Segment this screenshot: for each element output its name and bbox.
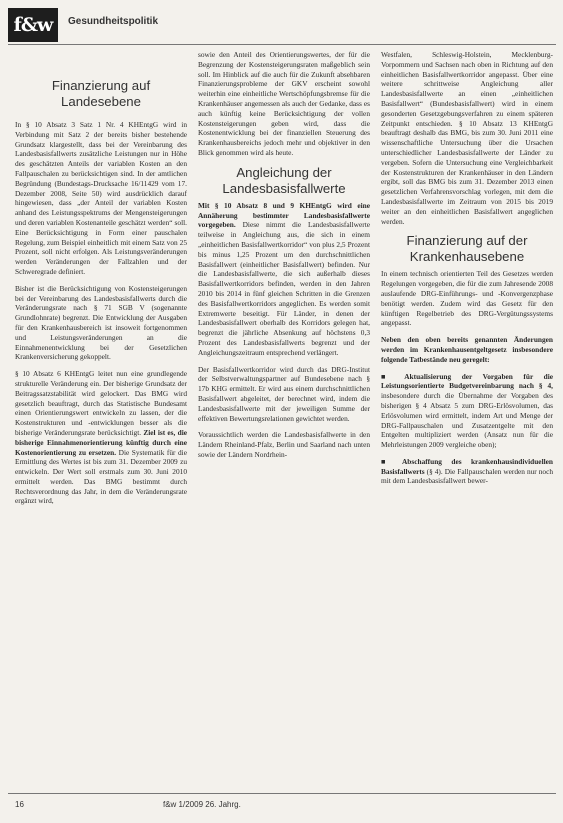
paragraph: § 10 Absatz 6 KHEntgG leitet nun eine grundlegende strukturelle Veränderung ein. Der bisherige Grundsatz der Beitragssatzstabilität wird gelockert. Das BMG wird gesetzlich beauftragt, durch das Statistische Bundesamt einen Orientierungswert entwickeln zu lassen, der die Kostenstrukturen und -entwicklungen besser als die bisherige Veränderungsrate berücksichtigt. Ziel ist es, die bisherige Einnahmenorientierung künftig durch eine Kostenorientierung zu ersetzen. Die Systematik für die Ermittlung des Wertes ist bis zum 31. Dezember 2009 zu entwickeln. Der Wert soll erstmals zum 30. Juni 2010 ermittelt werden. Das BMG bestimmt durch Rechtsverordnung das Jahr, in dem die Veränderungsrate ergänzt wird,	[15, 369, 187, 506]
heading-krankenhausebene: Finanzierung auf der Krankenhausebene	[406, 233, 528, 265]
paragraph: In einem technisch orientierten Teil des Gesetzes werden Regelungen vorgegeben, die für die zum Jahresende 2008 auslaufende DRG-Einführungs- und -Konvergenzphase benötigt werden. Zudem wird das Gesetz für den künftigen Regelbetrieb des DRG-Vergütungssystems angepasst.	[381, 269, 553, 328]
list-item: ■ Aktualisierung der Vorgaben für die Leistungsorientierte Budgetvereinbarung nach § 4, insbesondere durch die Übernahme der Vorgaben des bisherigen § 4 Absatz 5 zum DRG-Erlösvolumen, das Erlösvolumen wird ermittelt, indem Art und Menge der DRG-Fallpauschalen und Zusatzentgelte mit den Entgelten multipliziert werden (Ansatz nun für die Mehrleistungen 2009 vergleiche oben);	[381, 371, 553, 450]
page-number: 16	[15, 800, 24, 809]
heading-angleichung: Angleichung der Landesbasisfallwerte	[222, 164, 346, 196]
paragraph: sowie den Anteil des Orientierungswertes, der für die Begrenzung der Kostensteigerungsraten maßgeblich sein soll. Im Hinblick auf die auch für die Zukunft absehbaren Finanzierungsprobleme der GKV erscheint sowohl weiterhin eine einheitliche Wertschöpfungsbremse für die Krankenhäuser angemessen als auch der Gedanke, dass es auch künftig keine Berücksichtigung der vollen Kostensteigerungen geben wird, dass die Kostenentwicklung bei der finanziellen Steuerung des Krankenhausbereichs jedoch mehr und objektiver in den Blick genommen wird als heute.	[198, 50, 370, 157]
column-2	[198, 50, 370, 467]
journal-logo: f&w	[8, 8, 58, 42]
paragraph: Bisher ist die Berücksichtigung von Kostensteigerungen bei der Vereinbarung des Landesbasisfallwerts durch die Veränderungsrate nach § 71 SGB V (sogenannte Grundlohnrate) begrenzt. Die Entwicklung der Ausgaben für den Krankenhausbereich ist insoweit fortgenommen und Leistungsveränderungen an die Einnahmenentwicklung bei der Gesetzlichen Krankenversicherung gekoppelt.	[15, 283, 187, 362]
paragraph: Westfalen, Schleswig-Holstein, Mecklenburg-Vorpommern und Sachsen nach oben in Richtung auf den einheitlichen Basisfallwertkorridor angepasst. Über eine weitere schrittweise Angleichung aller Landesbasisfallwerte an einen „einheitlichen Basisfallwert“ (Bundesbasisfallwert) wird in einem gesonderten Gesetzgebungsverfahren zu einem späteren Zeitpunkt entschieden. § 10 Absatz 13 KHEntgG beauftragt deshalb das BMG, bis zum 30. Juni 2011 eine wissenschaftliche Untersuchung über die Ursachen unterschiedlicher Landesbasisfallwerte der Länder zu vergeben. Sofern die Untersuchung eine Vergleichbarkeit der Kostenstrukturen der Krankenhäuser in den Ländern ergibt, soll das BMG bis zum 31. Dezember 2013 einen gesetzlichen Verfahrensvorschlag vorlegen, mit dem die Landesbasisfallwerte im Zeitraum von 2015 bis 2019 weiter an den einheitlichen Basisfallwert angeglichen werden.	[381, 50, 553, 226]
paragraph: Neben den oben bereits genannten Änderungen werden im Krankenhausentgeltgesetz insbesondere folgende Tatbestände neu geregelt:	[381, 335, 553, 364]
issue-info: f&w 1/2009 26. Jahrg.	[163, 800, 241, 809]
page-header	[8, 8, 556, 42]
column-1	[15, 50, 187, 513]
list-item: ■ Abschaffung des krankenhausindividuellen Basisfallwerts (§ 4). Die Fallpauschalen werden nur noch mit dem Landesbasisfallwert bewer-	[381, 456, 553, 486]
footer-rule	[8, 793, 556, 794]
section-label: Gesundheitspolitik	[68, 16, 159, 27]
paragraph: Mit § 10 Absatz 8 und 9 KHEntgG wird eine Annäherung bestimmter Landesbasisfallwerte vorgegeben. Diese nimmt die Landesbasisfallwerte teilweise in Angleichung aus, die sich in einem „einheitlichen Basisfallwertkorridor“ von plus 2,5 Prozent bis minus 1,25 Prozent um den durchschnittlichen Basisfallwert (einheitlicher Basisfallwert) befinden. Nur die Landesbasisfallwerte, die sich außerhalb dieses Basisfallwertkorridors befinden, werden in den Jahren 2010 bis 2014 in fünf gleichen Schritten in die Grenzen des Basisfallwertkorridors angeglichen. Es werden somit Extremwerte beseitigt. Für Länder, in denen der Landesbasisfallwert oberhalb des Korridors gelegen hat, begrenzt die jährliche Absenkung auf höchstens 0,3 Prozent des Landesbasisfallwerts begrenzt und der Angleichungszeitraum entsprechend verlängert.	[198, 200, 370, 357]
paragraph: Der Basisfallwertkorridor wird durch das DRG-Institut der Selbstverwaltungspartner auf Bundesebene nach § 17b KHG ermittelt. Er wird aus einem durchschnittlichen Basisfallwert abgeleitet, der berechnet wird, indem die Landesbasisfallwerte mit der jeweiligen Summe der effektiven Bewertungsrelationen gewichtet werden.	[198, 364, 370, 423]
heading-finanzierung-landesebene: Finanzierung auf Landesebene	[51, 78, 151, 109]
paragraph: Voraussichtlich werden die Landesbasisfallwerte in den Ländern Rheinland-Pfalz, Berlin und Saarland nach unten sowie der Ländern Nordrhein-	[198, 430, 370, 459]
paragraph: In § 10 Absatz 3 Satz 1 Nr. 4 KHEntgG wird in Verbindung mit Satz 2 der bereits bisher bestehende Grundsatz klargestellt, dass bei der Vereinbarung des Landesbasisfallwerts zusätzliche Leistungen nur in Höhe des geschätzten Anteils der variablen Kosten an den Fallpauschalen zu berücksichtigen sind. In der amtlichen Begründung (Bundestags-Drucksache 16/11429 vom 17. Dezember 2008, Seite 50) wird ausdrücklich darauf hingewiesen, dass „der Anteil der variablen Kosten anhand des Leistungsspektrums der Mengensteigerungen und deren variablen Kostenanteile geschätzt werden“ soll. Eine Berücksichtigung in Form einer pauschalen Regelung, zum Beispiel einheitlich mit einem Satz von 25 Prozent, soll nicht erfolgen. Als Leistungsveränderungen werden Veränderungen der Fallzahlen und der Schweregrade definiert.	[15, 120, 187, 276]
header-rule	[8, 44, 556, 45]
column-3	[381, 50, 553, 493]
